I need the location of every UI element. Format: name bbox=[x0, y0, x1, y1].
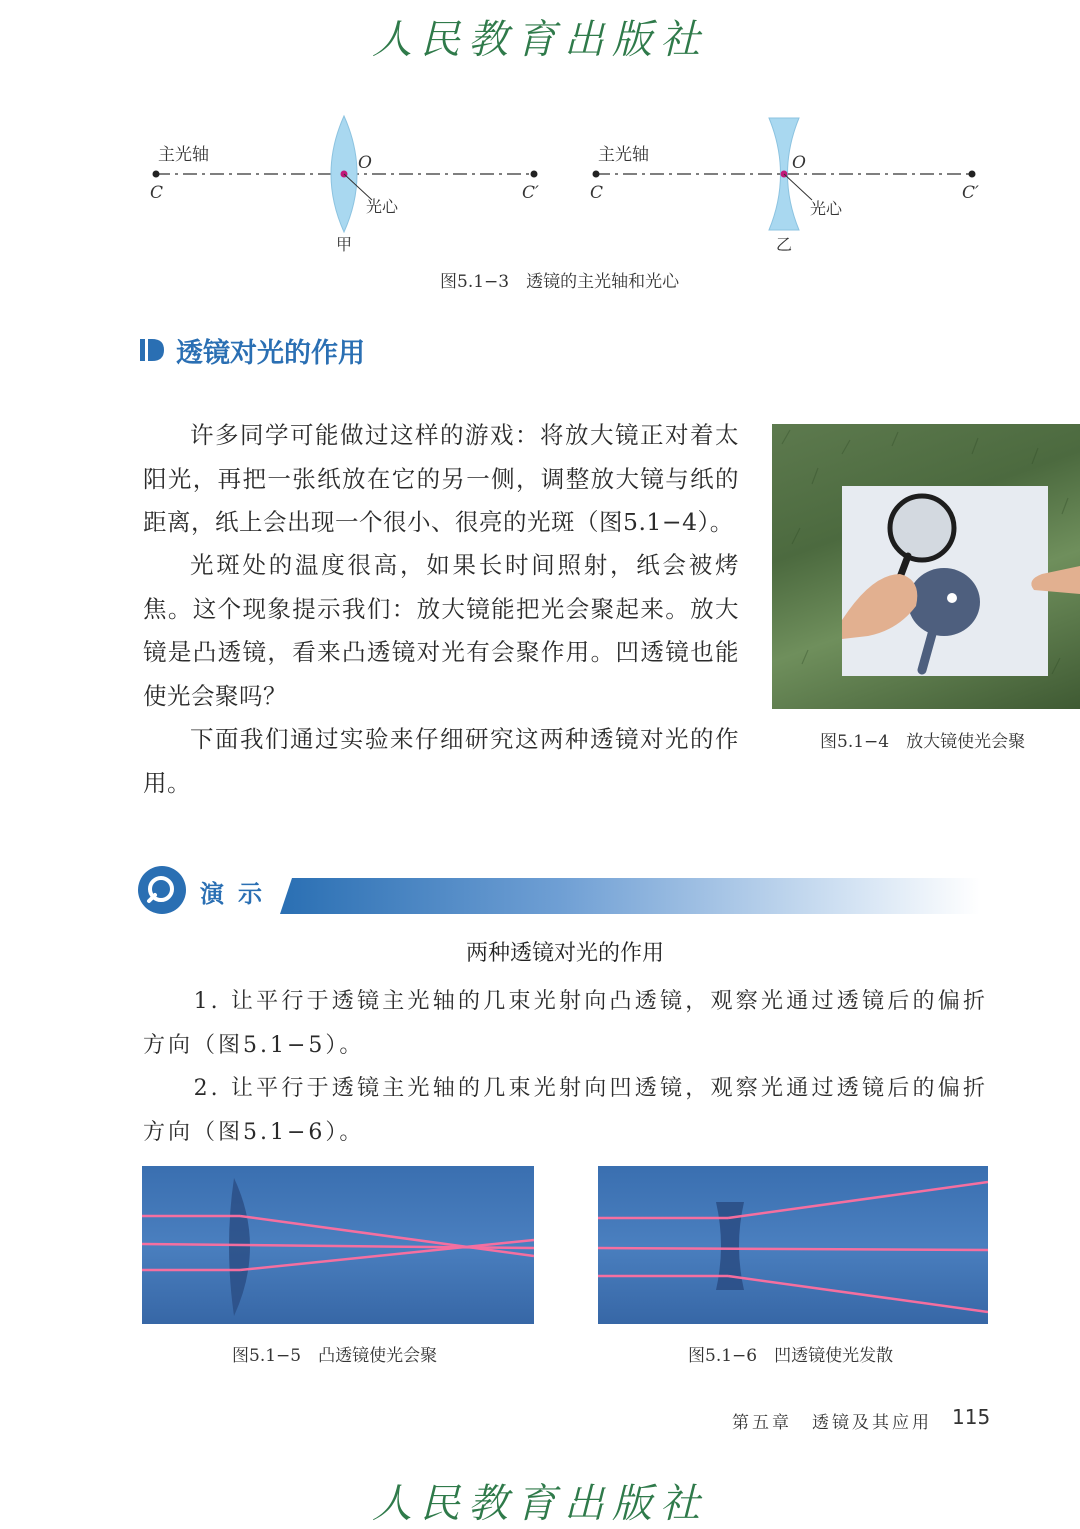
focal-point-dot bbox=[153, 171, 160, 178]
figure-caption-5-1-3: 图5.1−3 透镜的主光轴和光心 bbox=[440, 272, 680, 292]
point-o-label: O bbox=[792, 153, 806, 173]
axis-label: 主光轴 bbox=[598, 145, 649, 165]
point-c-label: C bbox=[590, 183, 604, 203]
optical-center-label: 光心 bbox=[810, 199, 843, 218]
demo-banner-stripe bbox=[280, 878, 980, 914]
body-paragraph: 下面我们通过实验来仔细研究这两种透镜对光的作用。 bbox=[143, 725, 739, 797]
magnifier-photo bbox=[772, 424, 1080, 709]
magnifier-illustration bbox=[772, 424, 1080, 709]
section-marker-icon bbox=[140, 337, 164, 363]
magnifier-lens bbox=[890, 496, 954, 560]
magnifier-icon bbox=[138, 866, 186, 914]
point-c-label: C bbox=[150, 183, 164, 203]
publisher-header: 人民教育出版社 bbox=[372, 17, 708, 63]
publisher-footer: 人民教育出版社 bbox=[372, 1481, 708, 1527]
point-c-prime-label: C′ bbox=[522, 183, 539, 203]
figure-caption-5-1-4: 图5.1−4 放大镜使光会聚 bbox=[820, 732, 1026, 752]
body-paragraph: 光斑处的温度很高，如果长时间照射，纸会被烤焦。这个现象提示我们：放大镜能把光会聚起来。放大镜是凸透镜，看来凸透镜对光有会聚作用。凹透镜也能使光会聚吗？ bbox=[143, 551, 739, 710]
lens-name-label: 乙 bbox=[776, 235, 793, 254]
convex-lens-diagram bbox=[150, 116, 539, 254]
body-paragraph: 许多同学可能做过这样的游戏：将放大镜正对着太阳光，再把一张纸放在它的另一侧，调整放大镜与纸的距离，纸上会出现一个很小、很亮的光斑（图5.1−4）。 bbox=[143, 421, 739, 536]
point-c-prime-label: C′ bbox=[962, 183, 979, 203]
figure-caption-5-1-6: 图5.1−6 凹透镜使光发散 bbox=[688, 1346, 894, 1366]
axis-label: 主光轴 bbox=[158, 145, 209, 165]
demo-banner bbox=[138, 866, 978, 918]
light-spot-shadow bbox=[908, 568, 980, 636]
chapter-footer: 第五章 透镜及其应用 bbox=[732, 1413, 932, 1433]
focal-point-dot bbox=[593, 171, 600, 178]
concave-lens-diagram bbox=[590, 118, 979, 254]
demo-step: 2. 让平行于透镜主光轴的几束光射向凹透镜，观察光通过透镜后的偏折方向（图5.1−6）。 bbox=[143, 1076, 988, 1145]
optical-center-label: 光心 bbox=[366, 197, 399, 216]
concave-lens-photo bbox=[598, 1166, 988, 1324]
section-heading bbox=[140, 330, 365, 370]
bright-light-spot bbox=[947, 593, 957, 603]
lens-diagram bbox=[140, 108, 1000, 268]
concave-lens-beams bbox=[598, 1166, 988, 1324]
lens-name-label: 甲 bbox=[336, 235, 353, 254]
demo-label: 演示 bbox=[200, 880, 276, 908]
demo-step: 1. 让平行于透镜主光轴的几束光射向凸透镜，观察光通过透镜后的偏折方向（图5.1−5）。 bbox=[143, 989, 988, 1058]
section-title: 透镜对光的作用 bbox=[176, 337, 365, 369]
convex-lens-beams bbox=[142, 1166, 534, 1324]
focal-point-dot bbox=[531, 171, 538, 178]
page-number: 115 bbox=[952, 1405, 991, 1429]
point-o-label: O bbox=[358, 153, 372, 173]
convex-lens-photo bbox=[142, 1166, 534, 1324]
demo-heading: 两种透镜对光的作用 bbox=[465, 941, 664, 966]
focal-point-dot bbox=[969, 171, 976, 178]
figure-caption-5-1-5: 图5.1−5 凸透镜使光会聚 bbox=[232, 1346, 438, 1366]
